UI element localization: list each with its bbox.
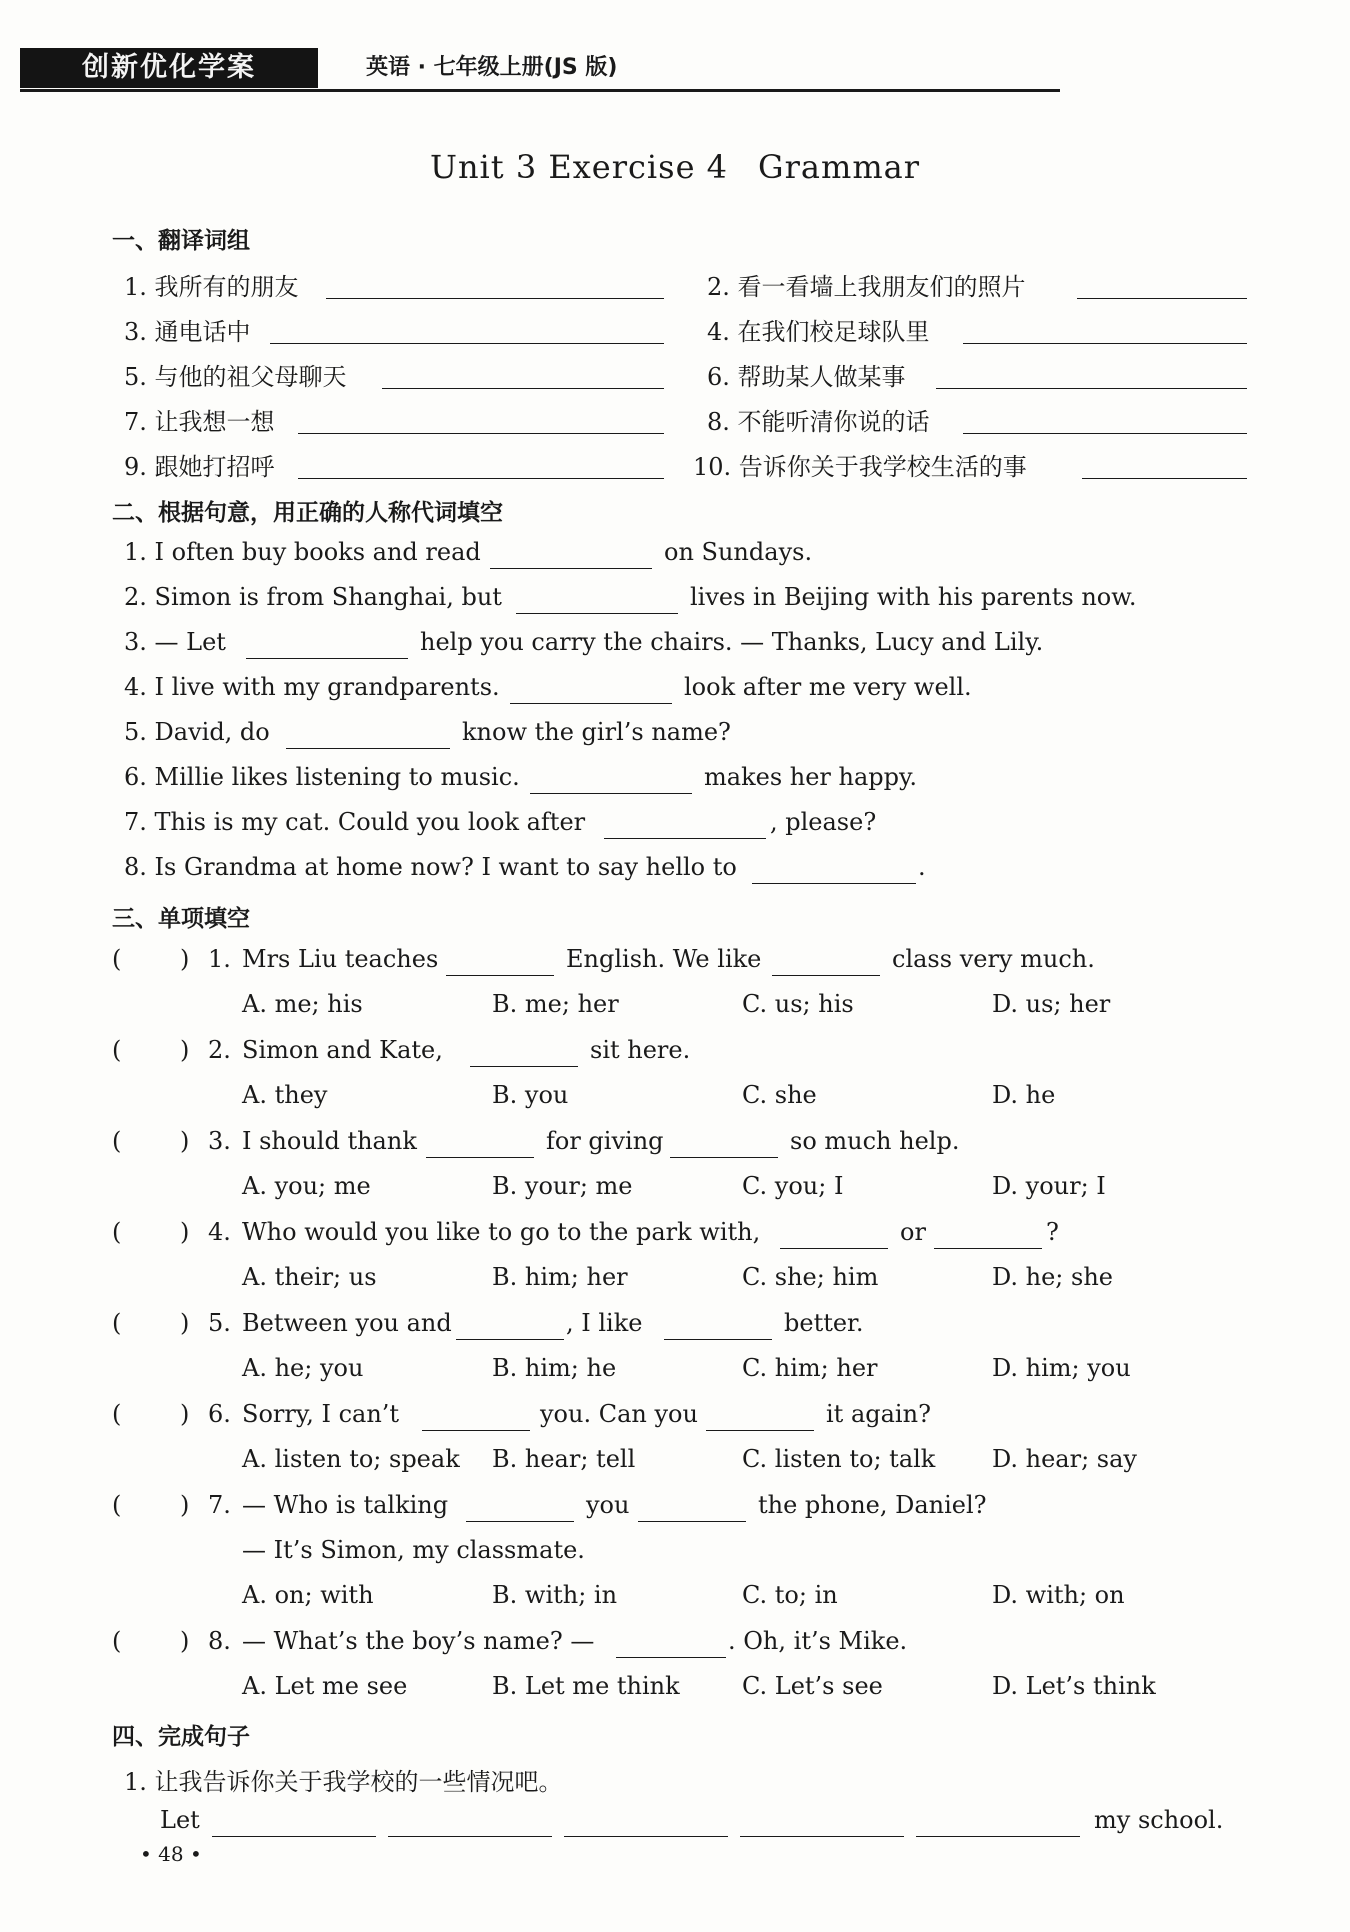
s3-q7-num: 7. bbox=[208, 1491, 231, 1519]
s1-item-2: 2. 看一看墙上我朋友们的照片 bbox=[707, 273, 1026, 301]
s2-item-3-a: 3. — Let bbox=[124, 628, 226, 656]
s1-item-10: 10. 告诉你关于我学校生活的事 bbox=[693, 453, 1027, 481]
option-b[interactable]: B. with; in bbox=[492, 1581, 618, 1609]
option-c[interactable]: C. to; in bbox=[742, 1581, 838, 1609]
answer-blank[interactable] bbox=[564, 1836, 728, 1837]
option-d[interactable]: D. him; you bbox=[992, 1354, 1131, 1382]
page-header bbox=[20, 48, 1060, 92]
s2-item-2-a: 2. Simon is from Shanghai, but bbox=[124, 583, 502, 611]
answer-blank[interactable] bbox=[740, 1836, 904, 1837]
s3-q8-num: 8. bbox=[208, 1627, 231, 1655]
answer-blank[interactable] bbox=[446, 975, 554, 976]
option-a[interactable]: A. listen to; speak bbox=[242, 1445, 460, 1473]
s2-item-4-a: 4. I live with my grandparents. bbox=[124, 673, 500, 701]
s2-item-2-b: lives in Beijing with his parents now. bbox=[690, 583, 1137, 611]
option-d[interactable]: D. with; on bbox=[992, 1581, 1125, 1609]
s3-q1-part2: English. We like bbox=[566, 945, 762, 973]
s1-item-8: 8. 不能听清你说的话 bbox=[707, 408, 930, 436]
s1-item-1: 1. 我所有的朋友 bbox=[124, 273, 299, 301]
answer-blank[interactable] bbox=[706, 1430, 814, 1431]
s3-q6-part2: you. Can you bbox=[540, 1400, 698, 1428]
s2-item-7-b: , please? bbox=[770, 808, 877, 836]
s3-q1-part1: Mrs Liu teaches bbox=[242, 945, 439, 973]
option-a[interactable]: A. on; with bbox=[242, 1581, 374, 1609]
answer-blank[interactable] bbox=[212, 1836, 376, 1837]
answer-blank[interactable] bbox=[510, 703, 672, 704]
answer-blank[interactable] bbox=[246, 658, 408, 659]
answer-blank[interactable] bbox=[422, 1430, 530, 1431]
s1-item-9: 9. 跟她打招呼 bbox=[124, 453, 275, 481]
s1-item-5: 5. 与他的祖父母聊天 bbox=[124, 363, 347, 391]
option-d[interactable]: D. he; she bbox=[992, 1263, 1113, 1291]
header-rule bbox=[20, 89, 1060, 92]
section1-heading: 一、翻译词组 bbox=[112, 228, 250, 254]
answer-blank[interactable] bbox=[616, 1657, 726, 1658]
option-c[interactable]: C. listen to; talk bbox=[742, 1445, 936, 1473]
option-a[interactable]: A. me; his bbox=[242, 990, 363, 1018]
option-b[interactable]: B. your; me bbox=[492, 1172, 633, 1200]
s1-item-4: 4. 在我们校足球队里 bbox=[707, 318, 930, 346]
option-c[interactable]: C. him; her bbox=[742, 1354, 878, 1382]
s2-item-8-a: 8. Is Grandma at home now? I want to say hello to bbox=[124, 853, 737, 881]
answer-blank[interactable] bbox=[466, 1521, 574, 1522]
section4-heading: 四、完成句子 bbox=[112, 1724, 250, 1750]
s3-q6-part1: Sorry, I can’t bbox=[242, 1400, 400, 1428]
s3-q1-part3: class very much. bbox=[892, 945, 1095, 973]
answer-paren-close: ) bbox=[180, 1218, 190, 1246]
option-b[interactable]: B. Let me think bbox=[492, 1672, 680, 1700]
answer-paren-open: ( bbox=[112, 1309, 122, 1337]
s1-item-6: 6. 帮助某人做某事 bbox=[707, 363, 906, 391]
answer-blank[interactable] bbox=[516, 613, 678, 614]
s3-q6-part3: it again? bbox=[826, 1400, 931, 1428]
answer-blank[interactable] bbox=[326, 298, 664, 299]
s3-q3-part3: so much help. bbox=[790, 1127, 960, 1155]
s3-q8-part1: — What’s the boy’s name? — bbox=[242, 1627, 595, 1655]
s3-q7-part1: — Who is talking bbox=[242, 1491, 449, 1519]
page-number: • 48 • bbox=[140, 1842, 202, 1866]
s3-q2-part2: sit here. bbox=[590, 1036, 691, 1064]
answer-paren-open: ( bbox=[112, 1036, 122, 1064]
answer-paren-open: ( bbox=[112, 1127, 122, 1155]
answer-blank[interactable] bbox=[916, 1836, 1080, 1837]
answer-paren-open: ( bbox=[112, 1400, 122, 1428]
s3-q4-num: 4. bbox=[208, 1218, 231, 1246]
option-c[interactable]: C. she; him bbox=[742, 1263, 879, 1291]
answer-blank[interactable] bbox=[664, 1339, 772, 1340]
answer-blank[interactable] bbox=[936, 388, 1247, 389]
s2-item-5-a: 5. David, do bbox=[124, 718, 270, 746]
answer-paren-close: ) bbox=[180, 1309, 190, 1337]
s3-q3-part2: for giving bbox=[546, 1127, 664, 1155]
answer-paren-close: ) bbox=[180, 1627, 190, 1655]
answer-blank[interactable] bbox=[388, 1836, 552, 1837]
answer-blank[interactable] bbox=[382, 388, 664, 389]
s3-q8-part2: . Oh, it’s Mike. bbox=[728, 1627, 908, 1655]
answer-paren-close: ) bbox=[180, 1127, 190, 1155]
answer-paren-close: ) bbox=[180, 1036, 190, 1064]
s2-item-4-b: look after me very well. bbox=[684, 673, 972, 701]
s3-q4-part1: Who would you like to go to the park with, bbox=[242, 1218, 761, 1246]
option-c[interactable]: C. Let’s see bbox=[742, 1672, 883, 1700]
s3-q3-part1: I should thank bbox=[242, 1127, 417, 1155]
option-a[interactable]: A. you; me bbox=[242, 1172, 371, 1200]
option-a[interactable]: A. they bbox=[242, 1081, 328, 1109]
s3-q5-part1: Between you and bbox=[242, 1309, 452, 1337]
brand-logo: 创新优化学案 bbox=[20, 48, 318, 88]
s2-item-6-b: makes her happy. bbox=[704, 763, 918, 791]
answer-paren-open: ( bbox=[112, 1218, 122, 1246]
answer-paren-close: ) bbox=[180, 1400, 190, 1428]
option-c[interactable]: C. she bbox=[742, 1081, 817, 1109]
option-b[interactable]: B. you bbox=[492, 1081, 569, 1109]
s3-q7-reply: — It’s Simon, my classmate. bbox=[242, 1536, 585, 1564]
s2-item-6-a: 6. Millie likes listening to music. bbox=[124, 763, 520, 791]
answer-blank[interactable] bbox=[530, 793, 692, 794]
s4-q1-end: my school. bbox=[1094, 1806, 1224, 1834]
answer-blank[interactable] bbox=[456, 1339, 564, 1340]
answer-blank[interactable] bbox=[426, 1157, 534, 1158]
answer-blank[interactable] bbox=[286, 748, 450, 749]
answer-blank[interactable] bbox=[638, 1521, 746, 1522]
answer-paren-open: ( bbox=[112, 1627, 122, 1655]
s2-item-8-b: . bbox=[918, 853, 926, 881]
option-b[interactable]: B. hear; tell bbox=[492, 1445, 636, 1473]
answer-blank[interactable] bbox=[490, 568, 652, 569]
s2-item-7-a: 7. This is my cat. Could you look after bbox=[124, 808, 586, 836]
s4-q1-prompt: 1. 让我告诉你关于我学校的一些情况吧。 bbox=[124, 1768, 563, 1796]
option-c[interactable]: C. us; his bbox=[742, 990, 854, 1018]
s1-item-3: 3. 通电话中 bbox=[124, 318, 251, 346]
option-b[interactable]: B. him; her bbox=[492, 1263, 628, 1291]
s3-q5-part2: , I like bbox=[566, 1309, 643, 1337]
option-b[interactable]: B. me; her bbox=[492, 990, 619, 1018]
page-title bbox=[0, 148, 1350, 186]
answer-blank[interactable] bbox=[470, 1066, 578, 1067]
s2-item-3-b: help you carry the chairs. — Thanks, Lucy and Lily. bbox=[420, 628, 1044, 656]
s3-q7-part3: the phone, Daniel? bbox=[758, 1491, 987, 1519]
section2-heading: 二、根据句意，用正确的人称代词填空 bbox=[112, 500, 503, 526]
s3-q2-num: 2. bbox=[208, 1036, 231, 1064]
option-c[interactable]: C. you; I bbox=[742, 1172, 844, 1200]
answer-paren-open: ( bbox=[112, 945, 122, 973]
answer-blank[interactable] bbox=[670, 1157, 778, 1158]
s3-q5-num: 5. bbox=[208, 1309, 231, 1337]
option-d[interactable]: D. he bbox=[992, 1081, 1056, 1109]
option-d[interactable]: D. Let’s think bbox=[992, 1672, 1156, 1700]
answer-paren-close: ) bbox=[180, 945, 190, 973]
answer-blank[interactable] bbox=[298, 433, 664, 434]
s3-q3-num: 3. bbox=[208, 1127, 231, 1155]
option-a[interactable]: A. their; us bbox=[242, 1263, 377, 1291]
s2-item-5-b: know the girl’s name? bbox=[462, 718, 731, 746]
answer-paren-close: ) bbox=[180, 1491, 190, 1519]
title-topic: Grammar bbox=[758, 148, 921, 186]
answer-blank[interactable] bbox=[1082, 478, 1247, 479]
answer-blank[interactable] bbox=[1077, 298, 1247, 299]
title-unit: Unit 3 Exercise 4 bbox=[429, 148, 729, 186]
answer-blank[interactable] bbox=[752, 883, 916, 884]
s3-q7-part2: you bbox=[586, 1491, 630, 1519]
s2-item-1-a: 1. I often buy books and read bbox=[124, 538, 481, 566]
answer-blank[interactable] bbox=[934, 1248, 1042, 1249]
s3-q2-part1: Simon and Kate, bbox=[242, 1036, 443, 1064]
s3-q4-part2: or bbox=[900, 1218, 926, 1246]
option-a[interactable]: A. Let me see bbox=[242, 1672, 408, 1700]
s3-q4-part3: ? bbox=[1046, 1218, 1059, 1246]
section3-heading: 三、单项填空 bbox=[112, 906, 250, 932]
answer-blank[interactable] bbox=[963, 433, 1247, 434]
option-d[interactable]: D. your; I bbox=[992, 1172, 1106, 1200]
option-d[interactable]: D. hear; say bbox=[992, 1445, 1137, 1473]
choice-answer-box[interactable] bbox=[130, 972, 170, 996]
s1-item-7: 7. 让我想一想 bbox=[124, 408, 275, 436]
answer-blank[interactable] bbox=[780, 1248, 888, 1249]
answer-blank[interactable] bbox=[963, 343, 1247, 344]
answer-blank[interactable] bbox=[604, 838, 766, 839]
option-a[interactable]: A. he; you bbox=[242, 1354, 364, 1382]
option-d[interactable]: D. us; her bbox=[992, 990, 1111, 1018]
s3-q5-part3: better. bbox=[784, 1309, 864, 1337]
answer-blank[interactable] bbox=[270, 343, 664, 344]
answer-blank[interactable] bbox=[298, 478, 664, 479]
s3-q6-num: 6. bbox=[208, 1400, 231, 1428]
answer-paren-open: ( bbox=[112, 1491, 122, 1519]
option-b[interactable]: B. him; he bbox=[492, 1354, 617, 1382]
s3-q1-num: 1. bbox=[208, 945, 231, 973]
s4-q1-start: Let bbox=[160, 1806, 200, 1834]
book-title: 英语 · 七年级上册(JS 版) bbox=[366, 55, 618, 80]
s2-item-1-b: on Sundays. bbox=[664, 538, 813, 566]
answer-blank[interactable] bbox=[772, 975, 880, 976]
